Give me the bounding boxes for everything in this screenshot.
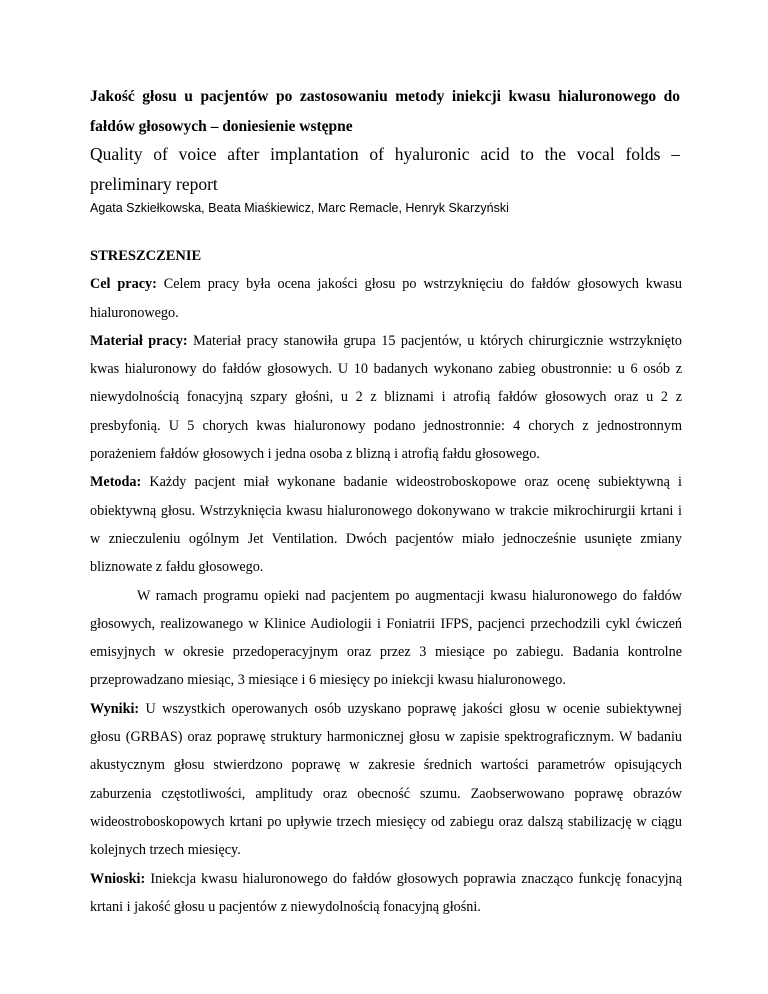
results-paragraph: [90, 695, 682, 865]
abstract-section: [90, 242, 682, 921]
material-text: Materiał pracy stanowiła grupa 15 pacjentów, u których chirurgicznie wstrzyknięto kwas hialuronowy do fałdów głosowych. U 10 badanych wykonano zabieg obustronnie: u 6 osób z niewydolnością fonacyjną szpary głośni, u 2 z bliznami i atrofią fałdów głosowych oraz u 2 z presbyfonią. U 5 chorych kwas hialuronowy podano jednostronnie: 4 chorych z jednostronnym porażeniem fałdów głosowych i jedna osoba z blizną i atrofią fałdu głosowego.: [90, 332, 682, 463]
method-paragraph: [90, 468, 682, 581]
material-paragraph: [90, 327, 682, 468]
conclusions-paragraph: [90, 865, 682, 922]
conclusions-label: Wnioski:: [90, 870, 146, 887]
aim-text: Celem pracy była ocena jakości głosu po wstrzyknięciu do fałdów głosowych kwasu hialuronowego.: [90, 276, 682, 321]
results-label: Wyniki:: [90, 700, 140, 717]
aim-paragraph: [90, 270, 682, 327]
title-english: Quality of voice after implantation of hyaluronic acid to the vocal folds – preliminary report: [90, 144, 680, 194]
method-label: Metoda:: [90, 474, 142, 491]
results-text: U wszystkich operowanych osób uzyskano poprawę jakości głosu w ocenie subiektywnej głosu (GRBAS) oraz poprawę struktury harmonicznej głosu w zapisie spektrograficznym. W badaniu akustycznym głosu stwierdzono poprawę w zakresie średnich wartości parametrów opisujących zaburzenia częstotliwości, amplitudy oraz obecność szumu. Zaobserwowano poprawę obrazów wideostroboskopowych krtani po upływie trzech miesięcy od zabiegu oraz dalszą stabilizację w ciągu kolejnych trzech miesięcy.: [90, 700, 682, 859]
authors-line: Agata Szkiełkowska, Beata Miaśkiewicz, Marc Remacle, Henryk Skarzyński: [90, 201, 509, 215]
care-program-paragraph: W ramach programu opieki nad pacjentem po augmentacji kwasu hialuronowego do fałdów głosowych, realizowanego w Klinice Audiologii i Foniatrii IFPS, pacjenci przechodzili cykl ćwiczeń emisyjnych w okresie przedoperacyjnym oraz przez 3 miesiące po zabiegu. Badania kontrolne przeprowadzano miesiąc, 3 miesiące i 6 miesięcy po iniekcji kwasu hialuronowego.: [90, 587, 682, 689]
conclusions-text: Iniekcja kwasu hialuronowego do fałdów głosowych poprawia znacząco funkcję fonacyjną krtani i jakość głosu u pacjentów z niewydolnością fonacyjną głośni.: [90, 870, 682, 915]
aim-label: Cel pracy:: [90, 276, 157, 293]
method-text: Każdy pacjent miał wykonane badanie wideostroboskopowe oraz ocenę subiektywną i obiektywną głosu. Wstrzyknięcia kwasu hialuronowego dokonywano w trakcie mikrochirurgii krtani i w znieczuleniu ogólnym Jet Ventilation. Dwóch pacjentów miało jednocześnie usunięte zmiany bliznowate z fałdu głosowego.: [90, 474, 682, 576]
material-label: Materiał pracy:: [90, 332, 188, 349]
abstract-heading: STRESZCZENIE: [90, 248, 202, 264]
title-polish: Jakość głosu u pacjentów po zastosowaniu metody iniekcji kwasu hialuronowego do fałdów głosowych – doniesienie wstępne: [90, 88, 680, 135]
